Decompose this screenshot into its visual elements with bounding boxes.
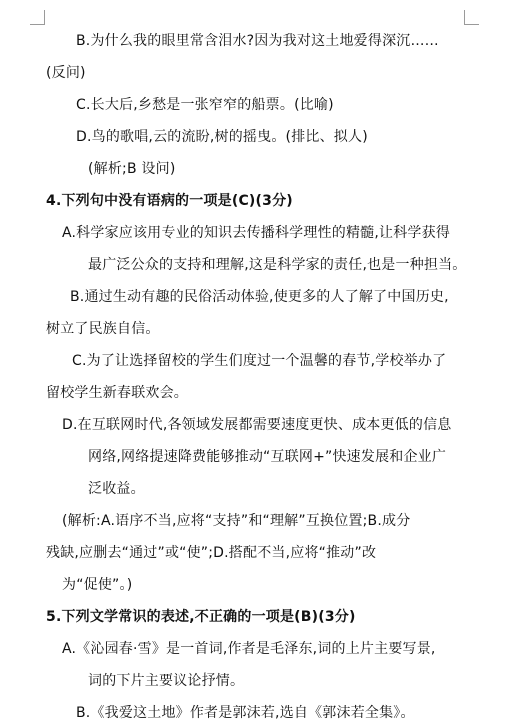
option-b-rhetoric: B.为什么我的眼里常含泪水?因为我对这土地爱得深沉…… [76, 33, 439, 49]
option-c-rhetoric: C.长大后,乡愁是一张窄窄的船票。(比喻) [76, 97, 334, 113]
page-corner-mark-top-right [464, 10, 479, 25]
question-4-option-a-cont: 最广泛公众的支持和理解,这是科学家的责任,也是一种担当。 [88, 257, 467, 273]
question-4-option-c-cont: 留校学生新春联欢会。 [46, 385, 188, 401]
page-corner-mark-top-left [30, 10, 45, 25]
question-4-option-b: B.通过生动有趣的民俗活动体验,使更多的人了解了中国历史, [70, 289, 449, 305]
question-4-analysis-cont-1: 残缺,应删去“通过”或“使”;D.搭配不当,应将“推动”改 [46, 545, 377, 561]
question-5-title: 5.下列文学常识的表述,不正确的一项是(B)(3分) [46, 609, 356, 625]
question-5-option-a-cont: 词的下片主要议论抒情。 [88, 673, 245, 689]
question-5-option-b: B.《我爱这土地》作者是郭沫若,选自《郭沫若全集》。 [76, 705, 415, 721]
question-3-analysis: (解析;B 设问) [88, 161, 176, 177]
question-4-option-d-cont-1: 网络,网络提速降费能够推动“互联网+”快速发展和企业广 [88, 449, 447, 465]
question-4-title: 4.下列句中没有语病的一项是(C)(3分) [46, 193, 293, 209]
question-4-option-b-cont: 树立了民族自信。 [46, 321, 160, 337]
question-4-option-a: A.科学家应该用专业的知识去传播科学理性的精髓,让科学获得 [62, 225, 451, 241]
question-4-option-d-cont-2: 泛收益。 [88, 481, 145, 497]
question-4-analysis: (解析:A.语序不当,应将“支持”和“理解”互换位置;B.成分 [62, 513, 411, 529]
question-4-option-d: D.在互联网时代,各领域发展都需要速度更快、成本更低的信息 [62, 417, 452, 433]
question-4-analysis-cont-2: 为“促使”。) [62, 577, 133, 593]
question-4-option-c: C.为了让选择留校的学生们度过一个温馨的春节,学校举办了 [72, 353, 447, 369]
option-b-rhetoric-note: (反问) [46, 65, 86, 81]
question-5-option-a: A.《沁园春·雪》是一首词,作者是毛泽东,词的上片主要写景, [62, 641, 436, 657]
option-d-rhetoric: D.鸟的歌唱,云的流盼,树的摇曳。(排比、拟人) [76, 129, 368, 145]
